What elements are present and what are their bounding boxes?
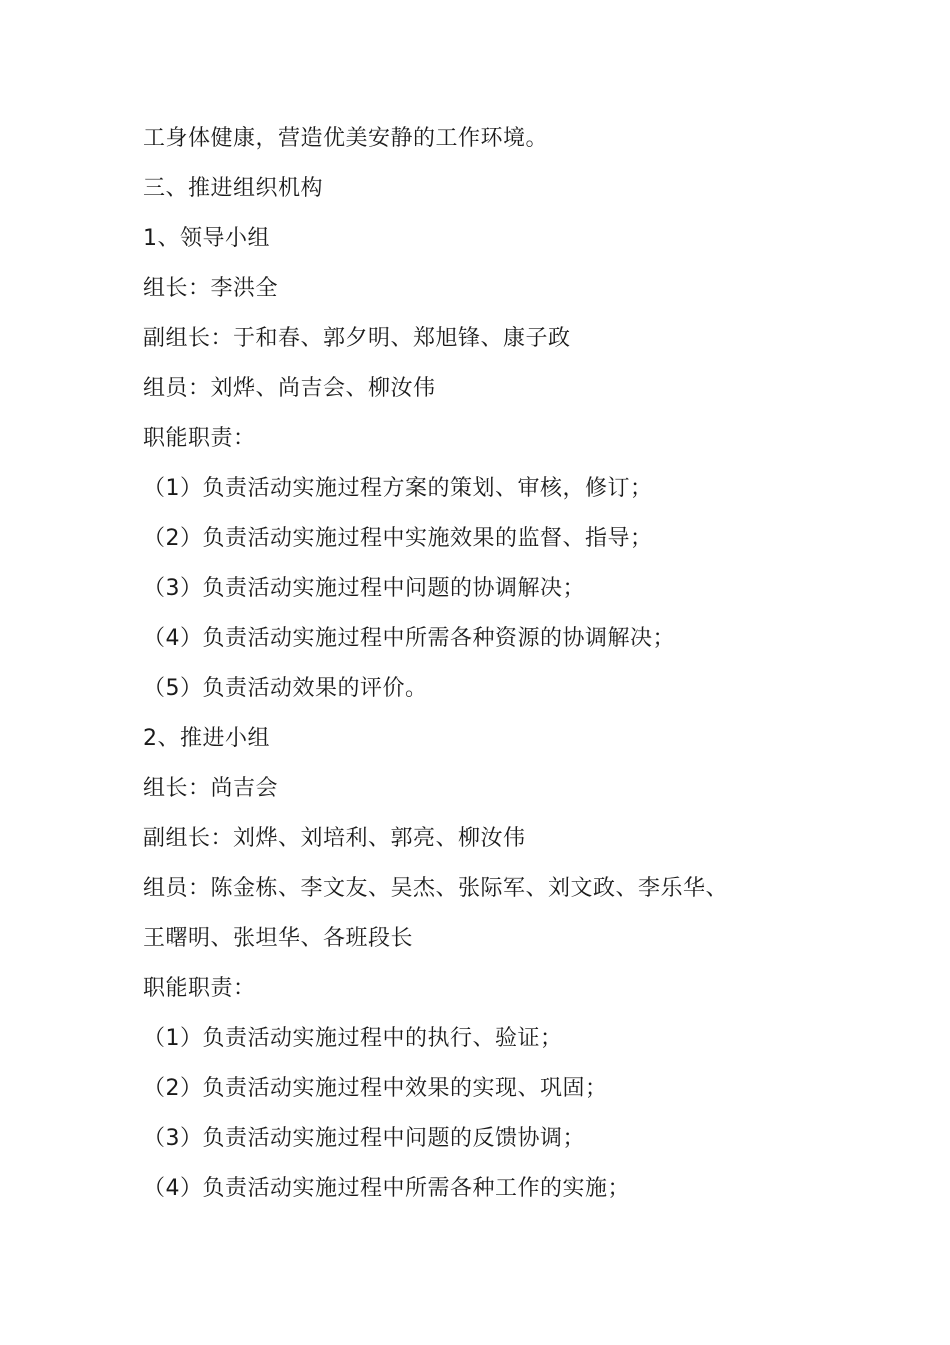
- text-line: 王曙明、张坦华、各班段长: [143, 926, 414, 951]
- text-line: 副组长：于和春、郭夕明、郑旭锋、康子政: [143, 326, 571, 351]
- text-line: 组长：尚吉会: [143, 776, 279, 801]
- text-line: 副组长：刘烨、刘培利、郭亮、柳汝伟: [143, 826, 526, 851]
- text-line: 组长：李洪全: [143, 276, 279, 301]
- list-item: （3）负责活动实施过程中问题的反馈协调；: [143, 1126, 585, 1151]
- text-line: 职能职责：: [143, 426, 256, 451]
- subsection-heading: 1、领导小组: [143, 226, 270, 251]
- list-item: （5）负责活动效果的评价。: [143, 676, 428, 701]
- section-heading: 三、推进组织机构: [143, 176, 324, 201]
- text-line: 组员：刘烨、尚吉会、柳汝伟: [143, 376, 436, 401]
- list-item: （1）负责活动实施过程方案的策划、审核，修订；: [143, 476, 653, 501]
- list-item: （1）负责活动实施过程中的执行、验证；: [143, 1026, 563, 1051]
- list-item: （2）负责活动实施过程中实施效果的监督、指导；: [143, 526, 653, 551]
- list-item: （3）负责活动实施过程中问题的协调解决；: [143, 576, 585, 601]
- text-line: 组员：陈金栋、李文友、吴杰、张际军、刘文政、李乐华、: [143, 876, 729, 901]
- list-item: （2）负责活动实施过程中效果的实现、巩固；: [143, 1076, 608, 1101]
- text-line: 工身体健康，营造优美安静的工作环境。: [143, 126, 549, 151]
- list-item: （4）负责活动实施过程中所需各种资源的协调解决；: [143, 626, 675, 651]
- text-line: 职能职责：: [143, 976, 256, 1001]
- list-item: （4）负责活动实施过程中所需各种工作的实施；: [143, 1176, 630, 1201]
- subsection-heading: 2、推进小组: [143, 726, 270, 751]
